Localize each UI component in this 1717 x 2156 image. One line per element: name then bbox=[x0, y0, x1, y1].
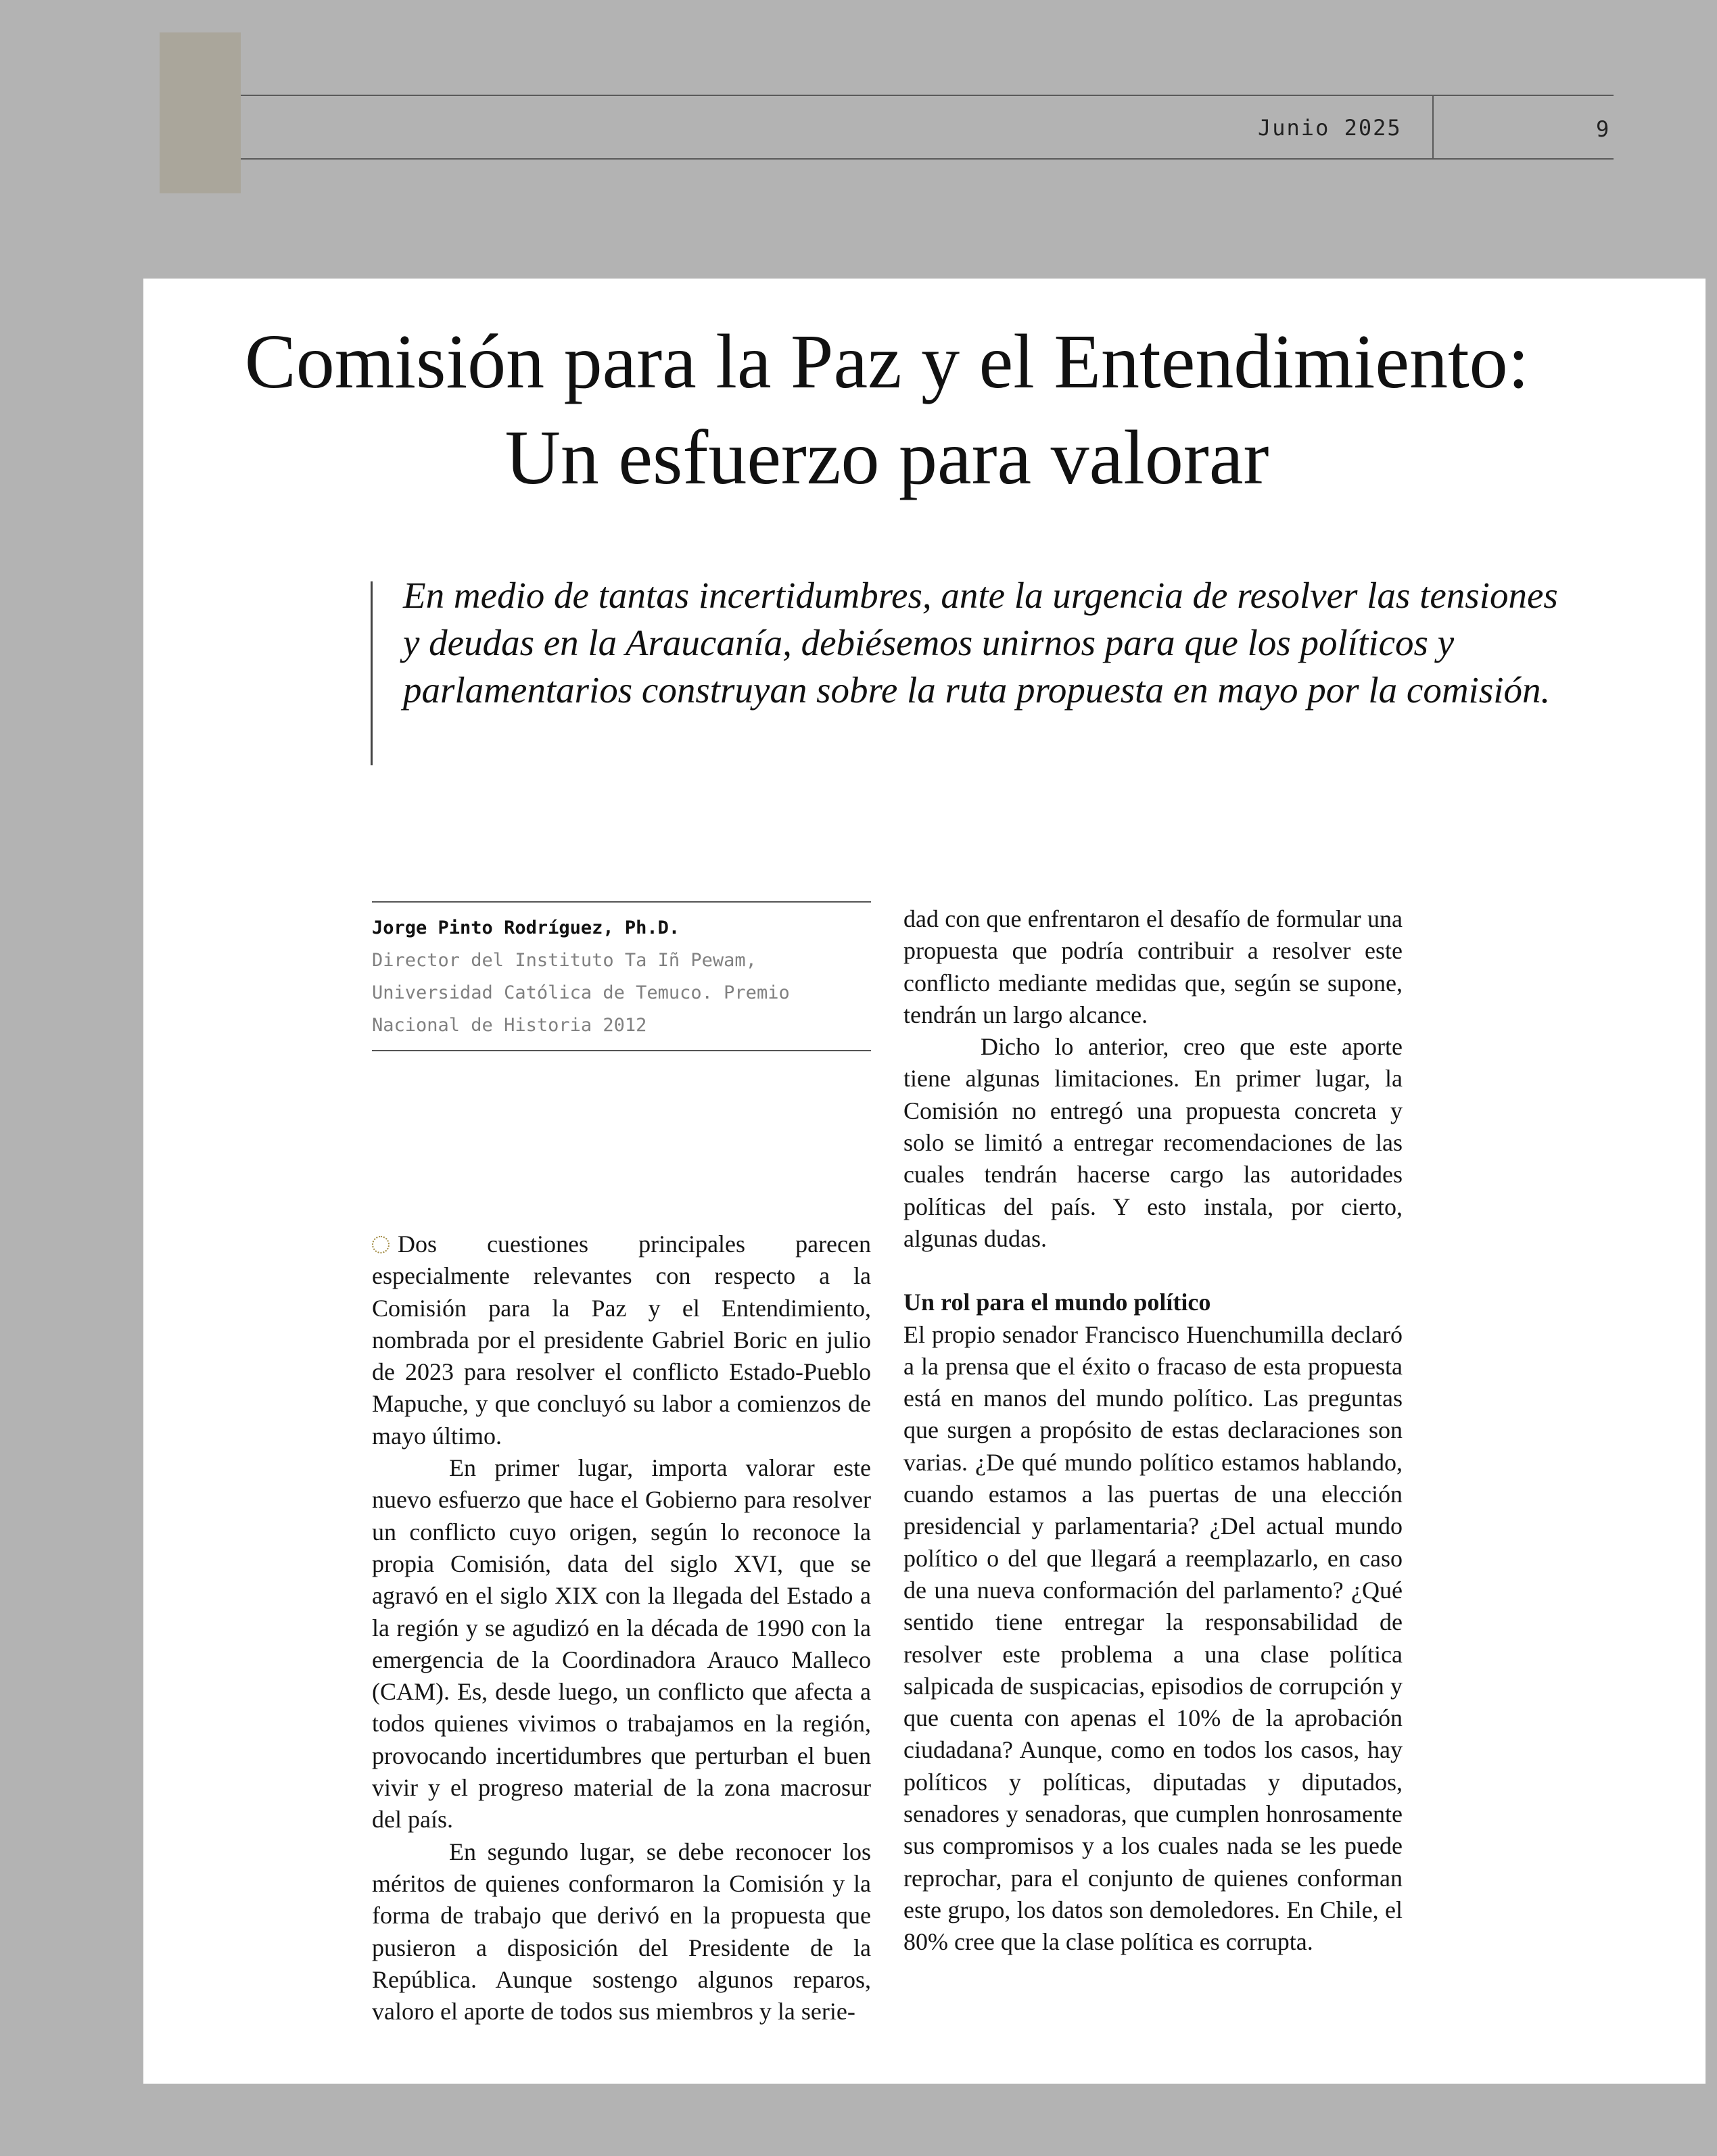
author-name: Jorge Pinto Rodríguez, Ph.D. bbox=[372, 917, 680, 938]
section-heading: Un rol para el mundo político bbox=[903, 1289, 1211, 1316]
issue-date: Junio 2025 bbox=[1258, 115, 1402, 141]
header-color-tab bbox=[160, 32, 241, 193]
author-byline bbox=[372, 901, 871, 1051]
body-paragraph: En segundo lugar, se debe reconocer los méritos de quienes conformaron la Comisión y la forma de trabajo que derivó en la propuesta que pusieron a disposición del Presidente de la República. Aunque sostengo algunos reparos, valoro el aporte de todos sus miembros y la serie- bbox=[372, 1838, 871, 2026]
header-rule-bottom bbox=[241, 158, 1614, 160]
body-column-right bbox=[903, 903, 1403, 1959]
body-paragraph: Dicho lo anterior, creo que este aporte tiene algunas limitaciones. En primer lugar, la Comisión no entregó una propuesta concreta y solo se limitó a entregar recomendaciones de las cuales tendrán hacerse cargo las autoridades políticas del país. Y esto instala, por cierto, algunas dudas. bbox=[903, 1033, 1403, 1252]
body-paragraph: En primer lugar, importa valorar este nuevo esfuerzo que hace el Gobierno para resolver un conflicto cuyo origen, según lo reconoce la propia Comisión, data del siglo XVI, que se agravó en el siglo XIX con la llegada del Estado a la región y se agudizó en la década de 1990 con la emergencia de la Coordinadora Arauco Malleco (CAM). Es, desde luego, un conflicto que afecta a todos quienes vivimos o trabajamos en la región, provocando incertidumbres que perturban el buen vivir y el progreso material de la zona macrosur del país. bbox=[372, 1454, 871, 1834]
body-paragraph: dad con que enfrentaron el desafío de formular una propuesta que podría contribuir a resolver este conflicto mediante medidas que, según se supone, tendrán un largo alcance. bbox=[903, 905, 1403, 1028]
header-rule-top bbox=[241, 95, 1614, 96]
ornament-icon bbox=[372, 1236, 390, 1253]
lede-rule bbox=[371, 581, 373, 765]
title-line-2: Un esfuerzo para valorar bbox=[504, 414, 1269, 500]
article-lede: En medio de tantas incertidumbres, ante la urgencia de resolver las tensiones y deudas en la Araucanía, debiésemos unirnos para que los políticos y parlamentarios construyan sobre la ruta propuesta en mayo por la comisión. bbox=[403, 575, 1558, 711]
article-page bbox=[143, 279, 1706, 2084]
body-paragraph: El propio senador Francisco Huenchumilla declaró a la prensa que el éxito o fracaso de esta propuesta está en manos del mundo político. Las preguntas que surgen a propósito de estas declaraciones son varias. ¿De qué mundo político estamos hablando, cuando estamos a las puertas de una elección presidencial y parlamentaria? ¿Del actual mundo político o del que llegará a reemplazarlo, en caso de una nueva conformación del parlamento? ¿Qué sentido tiene entregar la responsabilidad de resolver este problema a una clase política salpicada de suspicacias, episodios de corrupción y que cuenta con apenas el 10% de la aprobación ciudadana? Aunque, como en todos los casos, hay políticos y políticas, diputadas y diputados, senadores y senadoras, que cumplen honrosamente sus compromisos y a los cuales nada se les puede reprochar, para el conjunto de quienes conforman este grupo, los datos son demoledores. En Chile, el 80% cree que la clase política es corrupta. bbox=[903, 1320, 1403, 1956]
page-number: 9 bbox=[1596, 116, 1609, 142]
article-title bbox=[143, 314, 1630, 506]
body-column-left bbox=[372, 1228, 871, 2028]
author-role: Director del Instituto Ta Iñ Pewam, Universidad Católica de Temuco. Premio Nacional de Historia 2012 bbox=[372, 950, 790, 1036]
title-line-1: Comisión para la Paz y el Entendimiento: bbox=[244, 318, 1530, 404]
body-paragraph bbox=[372, 1228, 871, 1452]
header-divider bbox=[1432, 95, 1434, 160]
body-paragraph-text: Dos cuestiones principales parecen especialmente relevantes con respecto a la Comisión para la Paz y el Entendimiento, nombrada por el presidente Gabriel Boric en julio de 2023 para resolver el conflicto Estado-Pueblo Mapuche, y que concluyó su labor a comienzos de mayo último. bbox=[372, 1230, 871, 1450]
